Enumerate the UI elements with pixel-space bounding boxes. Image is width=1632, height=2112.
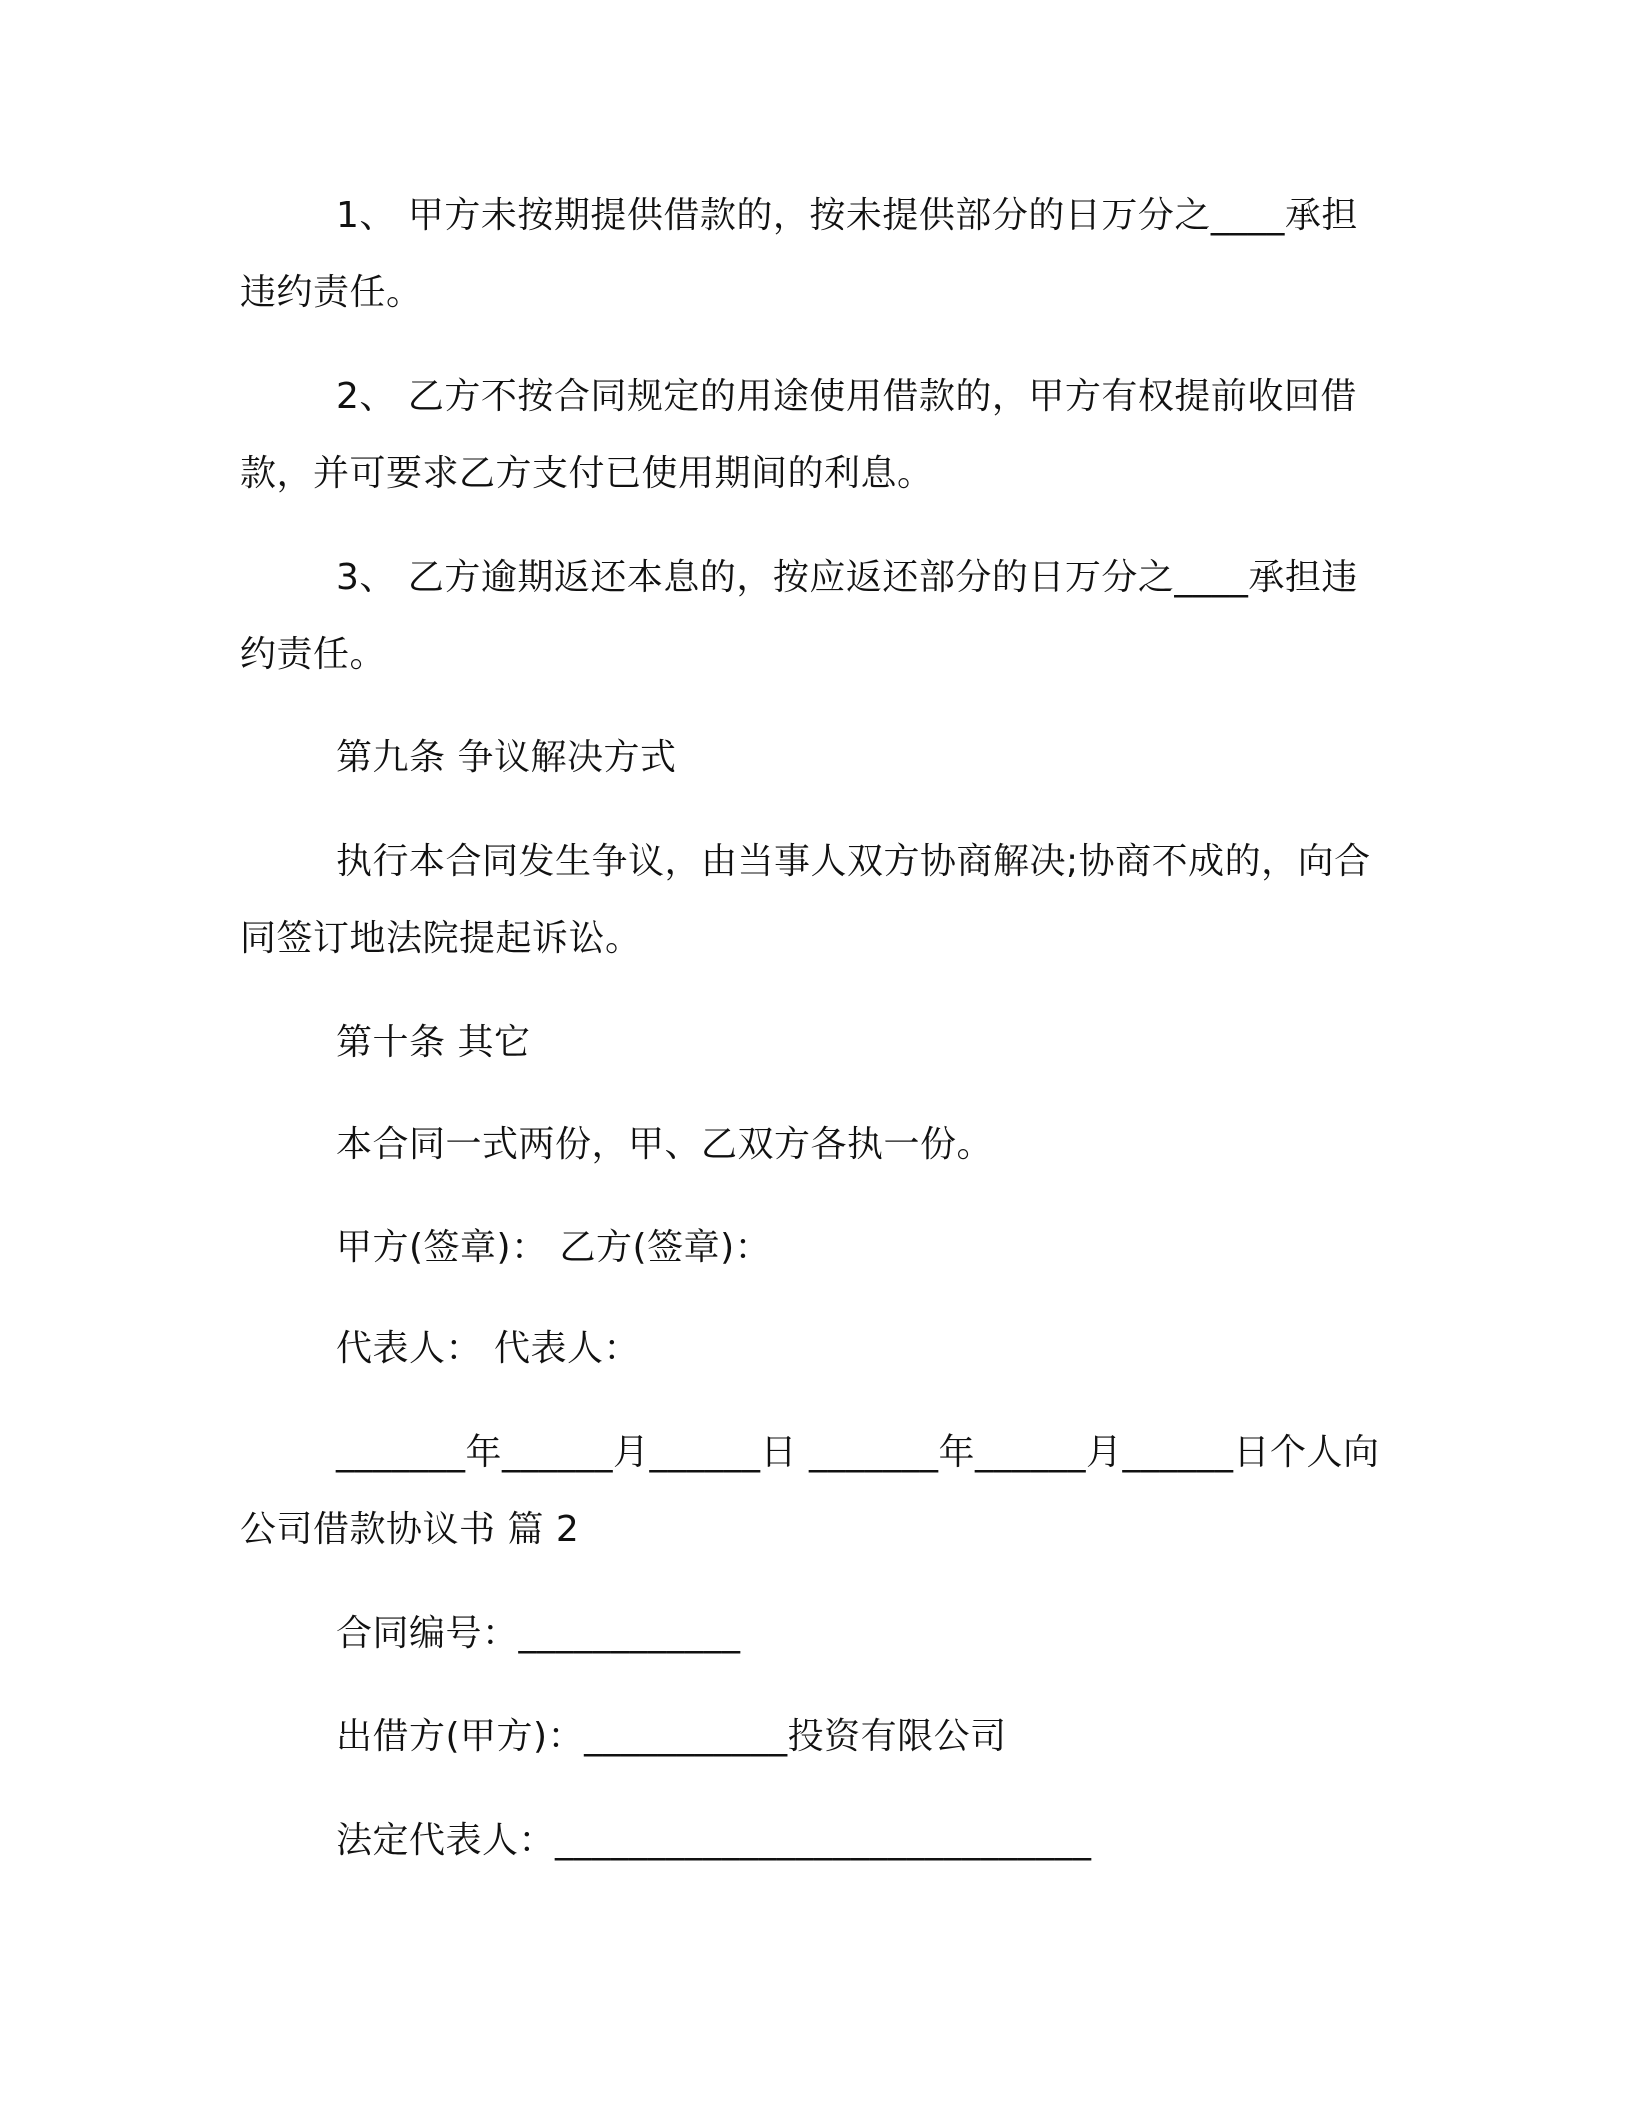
signature-line: 甲方(签章)： 乙方(签章)：: [336, 1227, 772, 1268]
dispute-resolution-text: 执行本合同发生争议，由当事人双方协商解决;协商不成的，向合同签订地法院提起诉讼。: [240, 841, 1371, 959]
article-9-heading: 第九条 争议解决方式: [336, 737, 677, 778]
lender-party-line: 出借方(甲方)：___________投资有限公司: [336, 1716, 1007, 1757]
article-10-heading: 第十条 其它: [336, 1022, 531, 1063]
date-line-and-agreement-title: _______年______月______日 _______年______月______日个人向公司借款协议书 篇 2: [240, 1432, 1380, 1550]
legal-representative-line: 法定代表人：_____________________________: [336, 1820, 1092, 1861]
clause-2-misuse-of-loan: 2、 乙方不按合同规定的用途使用借款的，甲方有权提前收回借款，并可要求乙方支付已使用期间的利息。: [240, 376, 1357, 494]
clause-1-lender-default: 1、 甲方未按期提供借款的，按未提供部分的日万分之____承担违约责任。: [240, 195, 1358, 313]
representative-line: 代表人： 代表人：: [336, 1328, 640, 1369]
clause-3-late-repayment: 3、 乙方逾期返还本息的，按应返还部分的日万分之____承担违约责任。: [240, 557, 1358, 675]
copies-statement: 本合同一式两份，甲、乙双方各执一份。: [336, 1124, 994, 1165]
contract-number-line: 合同编号：____________: [336, 1613, 741, 1654]
